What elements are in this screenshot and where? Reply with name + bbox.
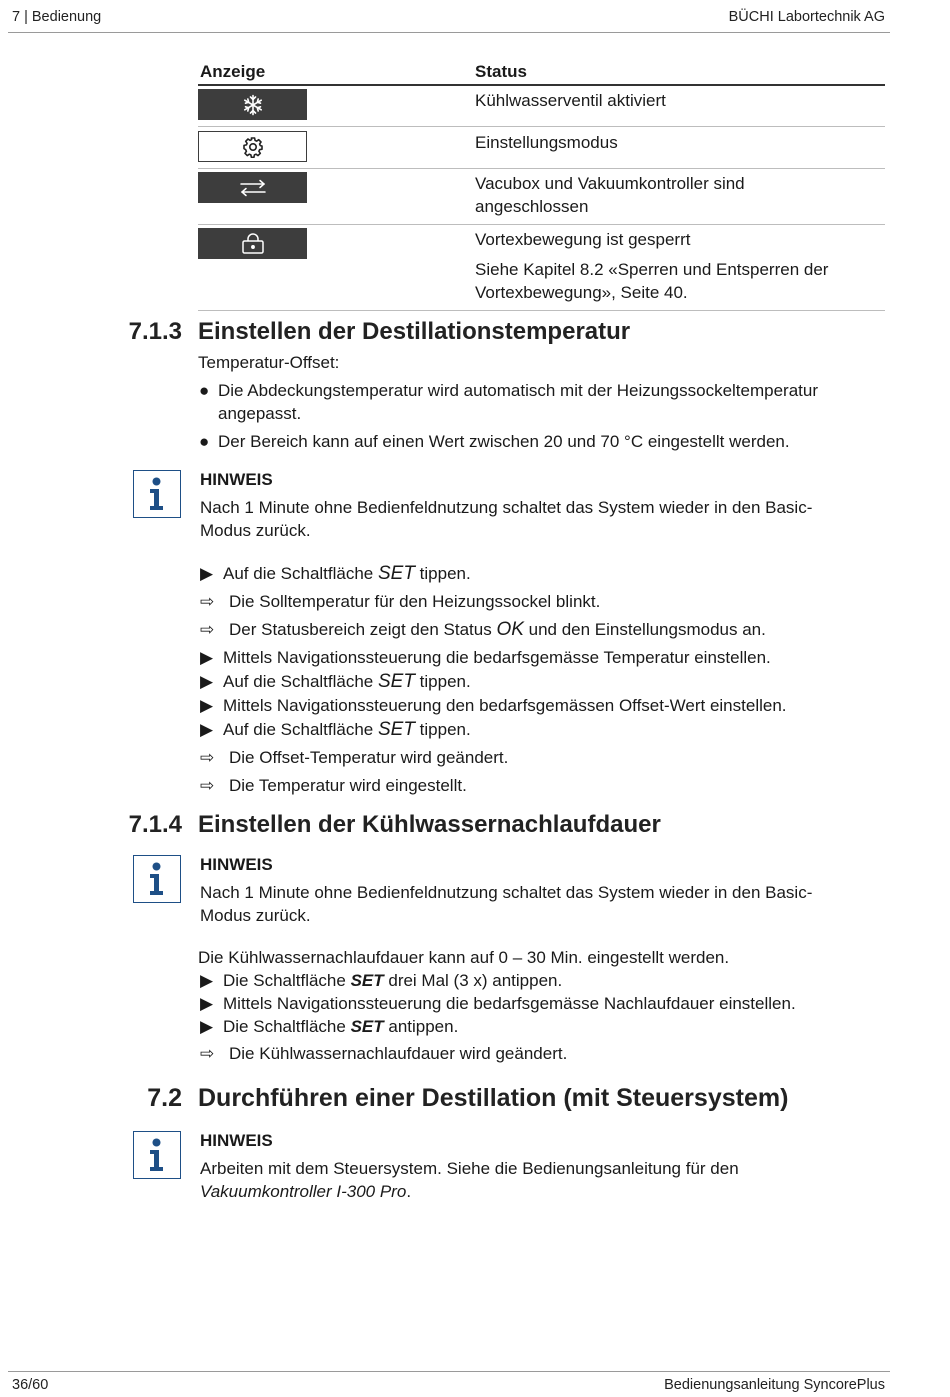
col-display-header: Anzeige [198, 58, 473, 85]
notice-text: Nach 1 Minute ohne Bedienfeldnutzung schaltet das System wieder in den Basic- Modus zurück. [200, 883, 813, 925]
notice-title: HINWEIS [200, 855, 273, 874]
transfer-arrows-icon [198, 172, 307, 203]
list-item: ● Die Abdeckungstemperatur wird automatisch mit der Heizungssockeltemperatur angepasst. [199, 381, 818, 423]
lock-icon [198, 228, 307, 259]
chapter-reference: Siehe Kapitel 8.2 «Sperren und Entsperren der Vortexbewegung», Seite 40. [475, 260, 829, 302]
page-number: 36/60 [12, 1377, 49, 1393]
header-divider [8, 32, 890, 33]
info-icon [133, 1131, 181, 1179]
status-text: Kühlwasserventil aktiviert [473, 85, 885, 127]
header-chapter: 7 | Bedienung [12, 9, 102, 25]
gear-icon [198, 131, 307, 162]
notice-title: HINWEIS [200, 470, 273, 489]
footer-manual-title: Bedienungsanleitung SyncorePlus [664, 1377, 885, 1393]
notice-title: HINWEIS [200, 1131, 273, 1150]
table-row [198, 85, 885, 127]
info-icon [133, 470, 181, 518]
header-company: BÜCHI Labortechnik AG [728, 9, 885, 25]
status-text: Vortexbewegung ist gesperrt Siehe Kapitel 8.2 «Sperren und Entsperren der Vortexbewegung», Seite 40. [473, 225, 885, 311]
notice-text: Nach 1 Minute ohne Bedienfeldnutzung schaltet das System wieder in den Basic- Modus zurück. [200, 498, 813, 540]
snowflake-icon [198, 89, 307, 120]
footer-divider [8, 1371, 890, 1372]
info-icon [133, 855, 181, 903]
table-row [198, 169, 885, 225]
list-item: ● Der Bereich kann auf einen Wert zwischen 20 und 70 °C eingestellt werden. [199, 432, 790, 451]
cooling-range-text: Die Kühlwassernachlaufdauer kann auf 0 – 30 Min. eingestellt werden. [198, 948, 730, 967]
col-status-header: Status [473, 58, 885, 85]
table-row [198, 225, 885, 311]
table-row [198, 127, 885, 169]
offset-intro: Temperatur-Offset: [198, 353, 340, 372]
status-table [198, 58, 885, 311]
notice-text: Arbeiten mit dem Steuersystem. Siehe die Bedienungsanleitung für den Vakuumkontroller I-300 Pro. [200, 1159, 739, 1201]
status-text: Vacubox und Vakuumkontroller sind angeschlossen [473, 169, 885, 225]
status-text: Einstellungsmodus [473, 127, 885, 169]
